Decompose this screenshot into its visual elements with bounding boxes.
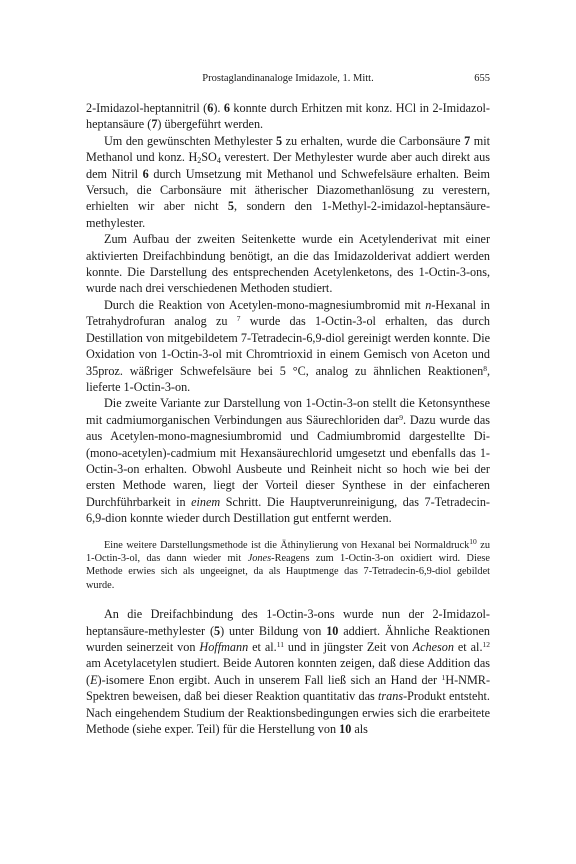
- text-run: ) übergeführt werden.: [157, 117, 264, 132]
- reference-marker: 10: [469, 536, 477, 546]
- italic-run: n: [425, 297, 432, 312]
- text-run: . Dazu wurde das aus Acetylen-mono-magnesiumbromid und Cadmiumbromid dargestellte Di-(mono-acetylen)-cadmium mit Hexansäurechlorid umgesetzt und ebenfalls das 1-Octin-3-on erhalten. Obwohl Ausbeute und Reinheit nicht so hoch wie bei der ersten Methode waren, liegt der Vorteil dieser Synthese in der einfacheren Durchführbarkeit in: [86, 412, 491, 509]
- text-run: , lieferte 1-Octin-3-on.: [86, 363, 490, 394]
- reference-marker: 8: [483, 363, 487, 373]
- running-header: [86, 73, 490, 89]
- text-run: Eine weitere Darstellungsmethode ist die Äthinylierung von Hexanal bei Normaldruck: [104, 539, 470, 551]
- text-run: mit Methanol und konz. H: [86, 133, 490, 165]
- text-run: und in jüngster Zeit von: [283, 640, 413, 654]
- text-run: Um den gewünschten Methylester: [104, 133, 276, 148]
- text-run: Schritt. Die Hauptverunreinigung, das 7-Tetradecin-6,9-dion konnte wieder durch Destillation gut entfernt werden.: [86, 494, 490, 526]
- paragraph-4: [86, 297, 490, 395]
- subscript: 4: [216, 156, 221, 166]
- text-run: zu 1-Octin-3-ol, das dann wieder mit: [86, 539, 490, 564]
- reference-marker: 7: [236, 314, 241, 324]
- compound-number: 6: [223, 101, 230, 115]
- text-run: durch Umsetzung mit Methanol und Schwefelsäure erhalten. Beim Versuch, die Carbonsäure mit ätherischer Diazomethanlösung zu verestern, erhielten wir aber nicht: [86, 166, 490, 214]
- compound-number: 10: [339, 722, 352, 737]
- compound-number: 5: [275, 133, 283, 148]
- compound-number: 10: [326, 623, 339, 638]
- text-run: Durch die Reaktion von Acetylen-mono-magnesiumbromid mit: [104, 297, 426, 312]
- italic-run: Jones: [247, 552, 272, 564]
- paragraph-5: [86, 395, 490, 526]
- text-run: ) unter Bildung von: [220, 623, 327, 638]
- italic-run: E: [90, 672, 98, 687]
- text-run: zu erhalten, wurde die Carbonsäure: [282, 133, 465, 148]
- reference-marker: 12: [482, 640, 490, 649]
- text-run: -Hexanal in Tetrahydrofuran analog zu: [86, 297, 490, 329]
- paragraph-2: [86, 133, 490, 231]
- text-run: H-NMR-Spektren beweisen, daß bei dieser Reaktion quantitativ das: [86, 672, 490, 704]
- text-run: SO: [201, 150, 217, 165]
- text-run: , sondern den 1-Methyl-2-imidazol-heptansäure-methylester.: [86, 199, 490, 230]
- running-title: Prostaglandinanaloge Imidazole, 1. Mitt.: [202, 73, 374, 84]
- text-run: am Acetylacetylen studiert. Beide Autoren konnten zeigen, daß diese Addition das (: [86, 656, 490, 687]
- text-run: addiert. Ähnliche Reaktionen wurden seinerzeit von: [86, 623, 490, 654]
- italic-run: trans: [378, 689, 404, 704]
- text-run: -Produkt entsteht. Nach eingehendem Studium der Reaktionsbedingungen erwies sich die erarbeitete Methode (siehe exper. Teil) für die Herstellung von: [86, 689, 490, 737]
- text-run: als: [351, 722, 368, 737]
- reference-marker: 11: [276, 640, 284, 649]
- text-run: -Reagens zum 1-Octin-3-on oxidiert wird. Diese Methode erwies sich als ungeeignet, da als Hauptmenge das 7-Tetradecin-6,9-diol gebildet wurde.: [86, 552, 491, 591]
- body-text: [86, 100, 490, 737]
- compound-number: 5: [214, 623, 221, 638]
- reference-marker: 9: [399, 412, 403, 422]
- superscript: 1: [441, 672, 446, 682]
- compound-number: 6: [207, 101, 214, 115]
- text-run: et al.: [248, 640, 277, 654]
- paragraph-3: Zum Aufbau der zweiten Seitenkette wurde ein Acetylenderivat mit einer aktivierten Dreifachbindung benötigt, an die das Imidazolderivat addiert werden konnte. Die Darstellung des entsprechenden Acetylenketons, des 1-Octin-3-ons, wurde nach drei verschiedenen Methoden studiert.: [86, 232, 490, 296]
- text-run: An die Dreifachbindung des 1-Octin-3-ons wurde nun der 2-Imidazol-heptansäure-methylester (: [86, 607, 490, 638]
- paragraph-1: [86, 100, 490, 133]
- compound-number: 5: [227, 199, 234, 214]
- compound-number: 6: [142, 166, 149, 181]
- text-run: ).: [213, 101, 224, 115]
- italic-run: einem: [191, 494, 221, 509]
- text-run: )-isomere Enon ergibt. Auch in unserem Fall ließ sich an Hand der: [97, 672, 442, 687]
- author-name: Hoffmann: [199, 640, 249, 654]
- text-run: wurde das 1-Octin-3-ol erhalten, das durch Destillation von mitgebildetem 7-Tetradecin-6,9-diol gereinigt werden konnte. Die Oxidation von 1-Octin-3-ol mit Chromtrioxid in einem Gemisch von Aceton und 35proz. wäßriger Schwefelsäure bei 5 °C, analog zu ähnlichen Reaktionen: [86, 314, 490, 378]
- compound-number: 7: [151, 117, 158, 132]
- page-number: 655: [474, 73, 490, 84]
- paragraph-6: [86, 606, 490, 737]
- text-run: verestert. Der Methylester wurde aber auch direkt aus dem Nitril: [86, 150, 491, 181]
- subscript: 2: [197, 156, 202, 166]
- text-run: 2-Imidazol-heptannitril (: [86, 101, 208, 115]
- text-run: Die zweite Variante zur Darstellung von 1-Octin-3-on stellt die Ketonsynthese mit cadmiumorganischen Verbindungen aus Säurechloriden dar: [86, 396, 490, 427]
- text-run: et al.: [453, 640, 483, 654]
- small-print-note: [86, 536, 491, 593]
- author-name: Acheson: [412, 640, 454, 654]
- compound-number: 7: [464, 133, 471, 148]
- text-run: konnte durch Erhitzen mit konz. HCl in 2-Imidazol-heptansäure (: [86, 101, 490, 132]
